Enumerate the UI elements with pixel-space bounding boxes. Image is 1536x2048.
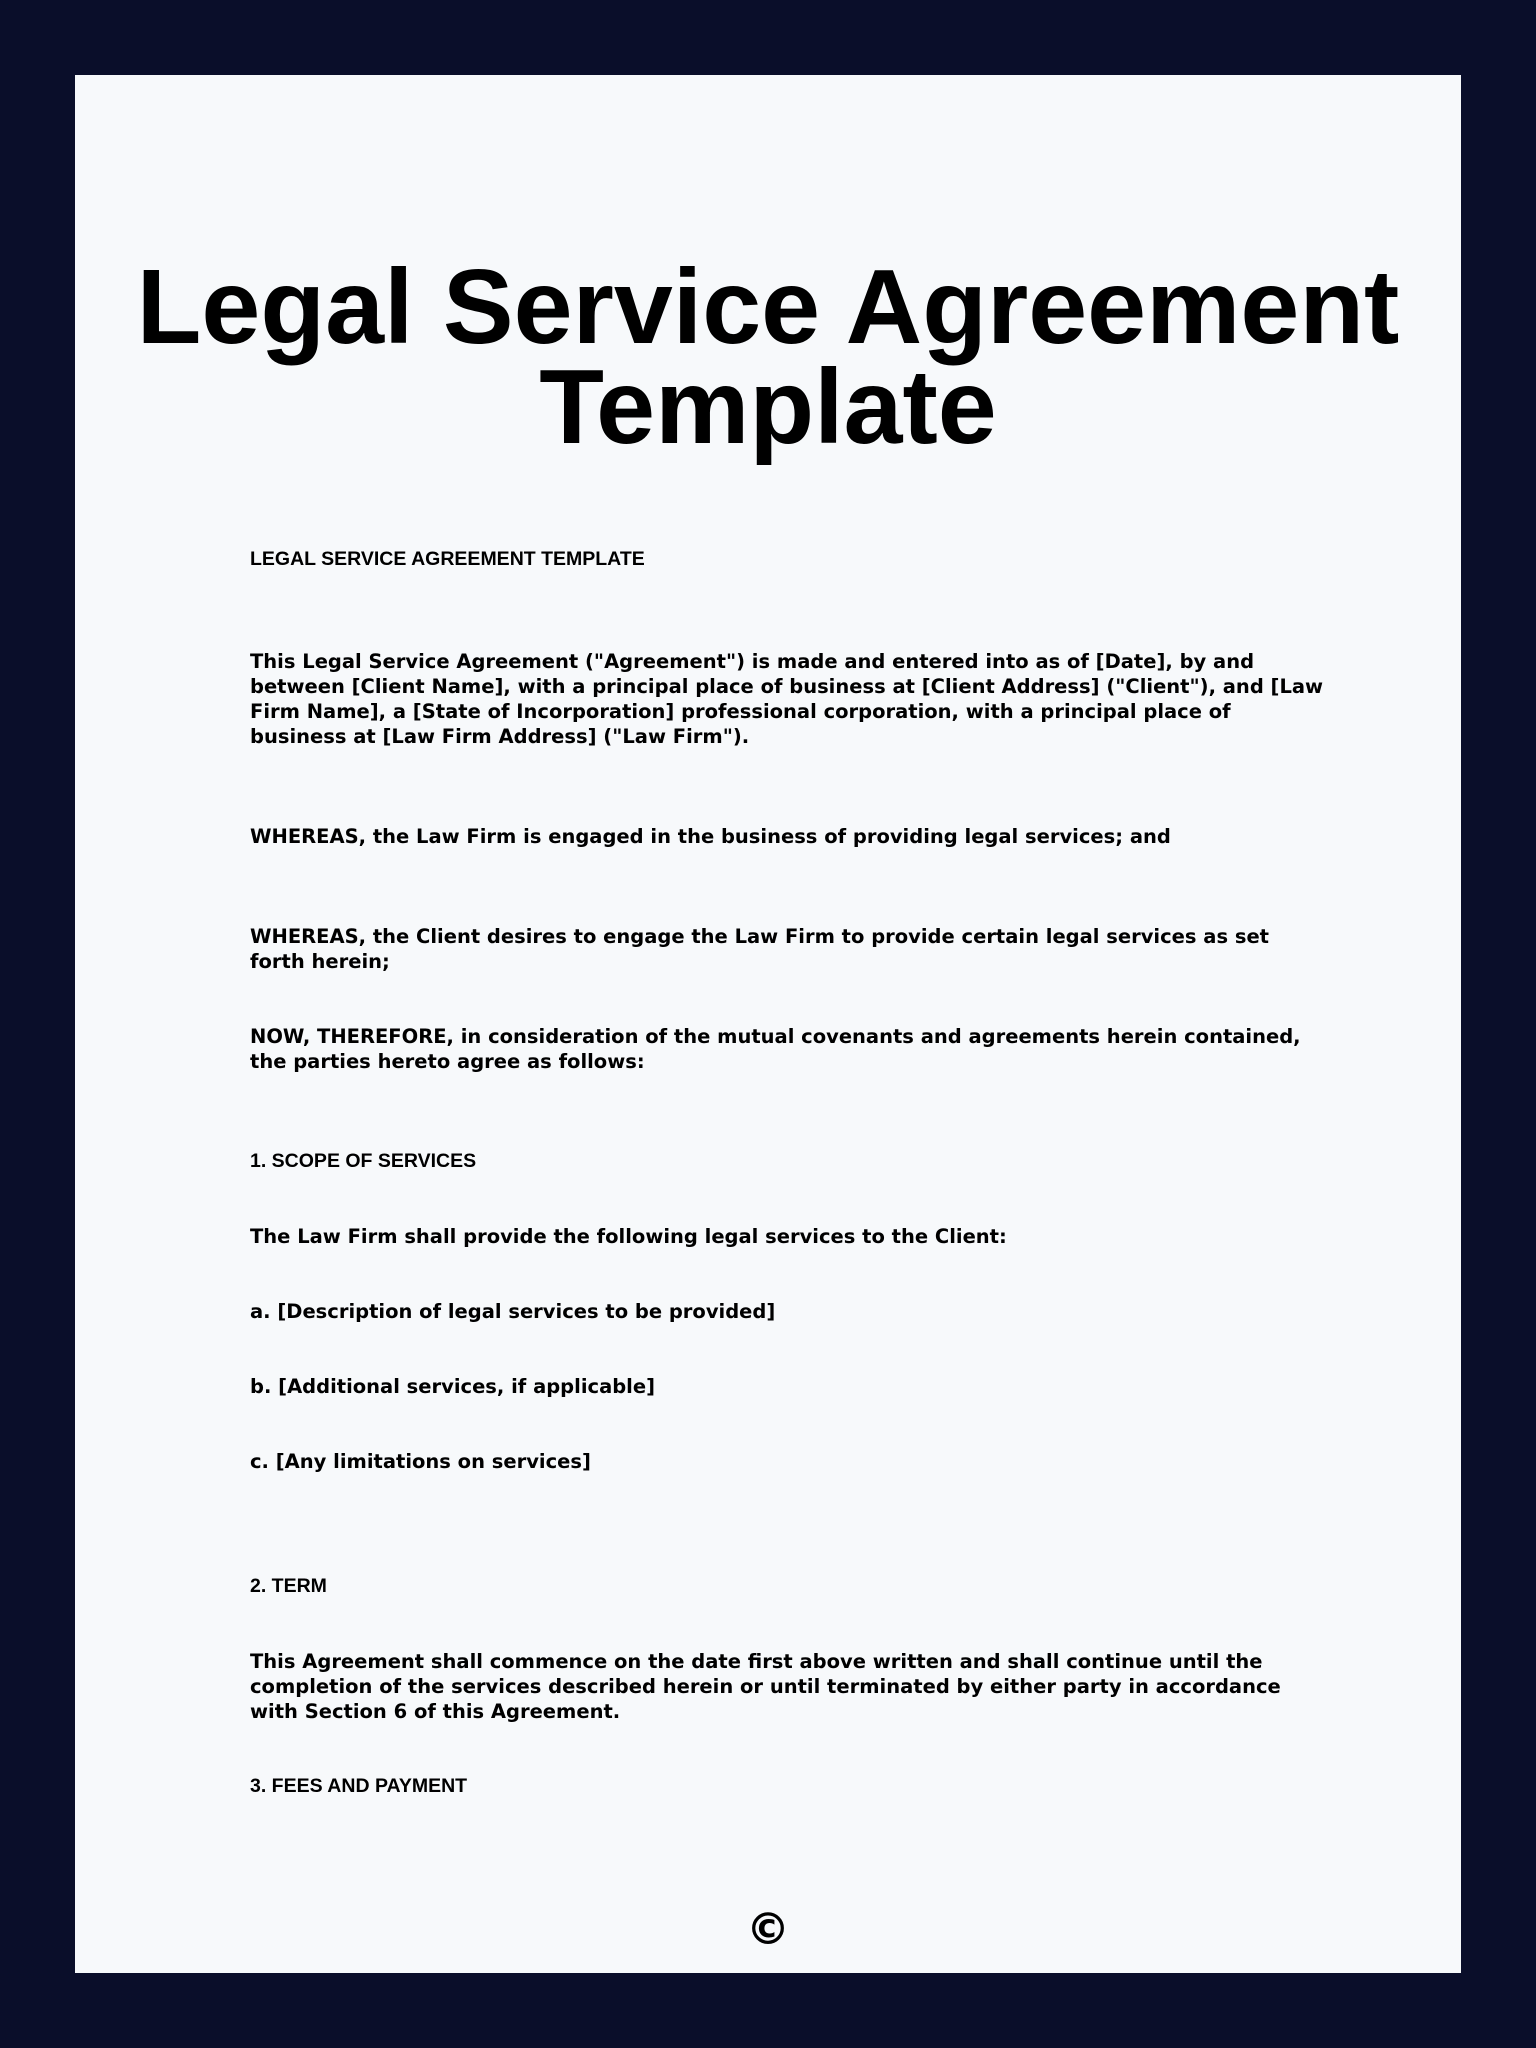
document-title: [75, 248, 1461, 466]
document-page: [75, 75, 1461, 1973]
section-2-text: This Agreement shall commence on the date first above written and shall continue until the completion of the services described herein or until terminated by either party in accordance with Section 6 of this Agreement.: [250, 1650, 1281, 1723]
section-1-heading: 1. SCOPE OF SERVICES: [250, 1150, 477, 1172]
agreement-heading: LEGAL SERVICE AGREEMENT TEMPLATE: [250, 548, 645, 570]
section-1-intro: The Law Firm shall provide the following legal services to the Client:: [250, 1225, 1007, 1248]
section-2-heading: 2. TERM: [250, 1575, 327, 1597]
section-1-item-a: a. [Description of legal services to be provided]: [250, 1300, 776, 1323]
section-1-item-b: b. [Additional services, if applicable]: [250, 1375, 656, 1398]
whereas-clause-1: WHEREAS, the Law Firm is engaged in the business of providing legal services; and: [250, 825, 1171, 848]
section-1-item-c: c. [Any limitations on services]: [250, 1450, 591, 1473]
copyright-icon: ©: [746, 1904, 790, 1955]
document-title-line-2: Template: [539, 348, 997, 466]
now-therefore-clause: NOW, THEREFORE, in consideration of the mutual covenants and agreements herein contained, the parties hereto agree as follows:: [250, 1025, 1301, 1073]
document-title-line-1: Legal Service Agreement: [136, 248, 1400, 366]
intro-paragraph: This Legal Service Agreement ("Agreement") is made and entered into as of [Date], by and between [Client Name], with a principal place of business at [Client Address] ("Client"), and [Law Firm Name], a [State of Incorporation] professional corporation, with a principal place of business at [Law Firm Address] ("Law Firm").: [250, 650, 1324, 748]
section-3-heading: 3. FEES AND PAYMENT: [250, 1775, 468, 1797]
whereas-clause-2: WHEREAS, the Client desires to engage the Law Firm to provide certain legal services as set forth herein;: [250, 925, 1269, 973]
